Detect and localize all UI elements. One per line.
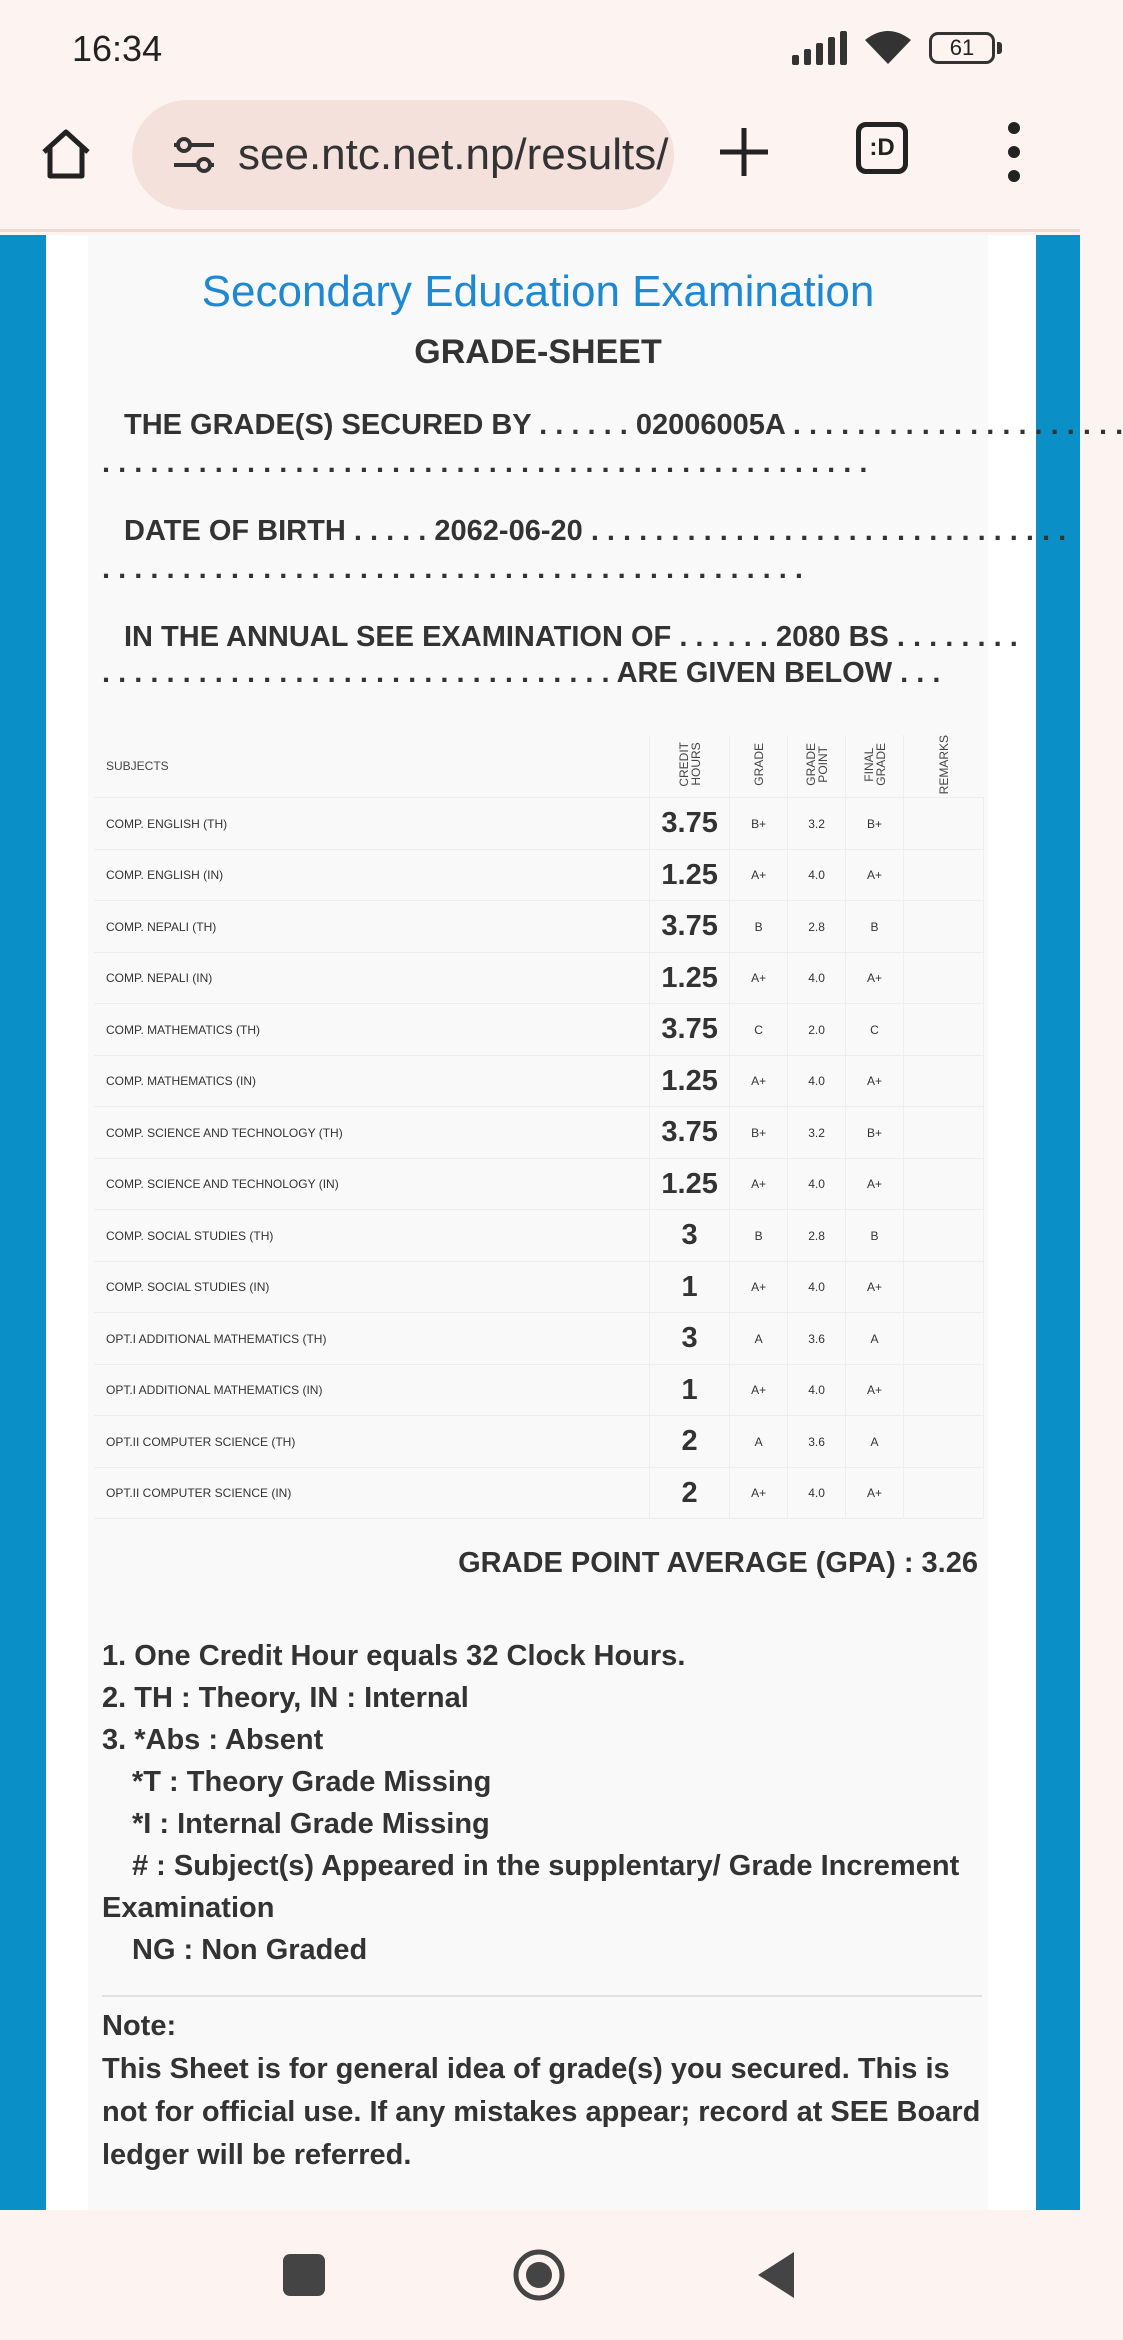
legend-item: *I : Internal Grade Missing bbox=[132, 1808, 490, 1840]
remarks-cell bbox=[904, 901, 984, 953]
grade-sheet bbox=[88, 235, 1123, 2210]
subject-cell: OPT.II COMPUTER SCIENCE (TH) bbox=[94, 1416, 650, 1468]
subject-cell: COMP. SCIENCE AND TECHNOLOGY (IN) bbox=[94, 1158, 650, 1210]
grade-cell: C bbox=[730, 1004, 788, 1056]
note-label: Note: bbox=[102, 2010, 177, 2042]
final-grade-cell: A+ bbox=[846, 1055, 904, 1107]
subject-cell: COMP. NEPALI (IN) bbox=[94, 952, 650, 1004]
credit-hours-cell: 3.75 bbox=[650, 1107, 730, 1159]
symbol-number: 02006005A bbox=[635, 409, 785, 441]
credit-hours-cell: 3 bbox=[650, 1313, 730, 1365]
exam-of-line: IN THE ANNUAL SEE EXAMINATION OF . . . . . . 2080 BS . . . . . . . . bbox=[124, 621, 1018, 653]
site-settings-icon[interactable] bbox=[172, 135, 216, 175]
remarks-cell bbox=[904, 1313, 984, 1365]
remarks-cell bbox=[904, 1467, 984, 1519]
remarks-cell bbox=[904, 1364, 984, 1416]
legend-item: 1. One Credit Hour equals 32 Clock Hours. bbox=[102, 1640, 686, 1672]
remarks-cell bbox=[904, 1416, 984, 1468]
note bbox=[102, 2005, 982, 2177]
signal-icon bbox=[792, 31, 847, 65]
grade-point-cell: 4.0 bbox=[788, 1158, 846, 1210]
dob-line: DATE OF BIRTH . . . . . 2062-06-20 . . . . . . . . . . . . . . . . . . . . . . . . . . . . . . bbox=[124, 515, 1067, 547]
subject-cell: COMP. SCIENCE AND TECHNOLOGY (TH) bbox=[94, 1107, 650, 1159]
dob-label: DATE OF BIRTH bbox=[124, 515, 346, 547]
remarks-cell bbox=[904, 1210, 984, 1262]
credit-hours-cell: 2 bbox=[650, 1416, 730, 1468]
table-row bbox=[94, 952, 984, 1004]
grade-point-cell: 2.8 bbox=[788, 901, 846, 953]
note-text: This Sheet is for general idea of grade(s) you secured. This is not for official use. If any mistakes appear; record at SEE Board ledger will be referred. bbox=[102, 2053, 981, 2171]
dots-line: . . . . . . . . . . . . . . . . . . . . . . . . . . . . . . . . . . . . . . . . . . . . bbox=[102, 553, 803, 585]
subject-cell: COMP. NEPALI (TH) bbox=[94, 901, 650, 953]
grade-point-cell: 4.0 bbox=[788, 1261, 846, 1313]
subject-cell: COMP. SOCIAL STUDIES (TH) bbox=[94, 1210, 650, 1262]
grade-point-cell: 2.8 bbox=[788, 1210, 846, 1262]
exam-year: 2080 BS bbox=[776, 621, 889, 653]
table-row bbox=[94, 1261, 984, 1313]
divider bbox=[102, 1995, 982, 1997]
status-bar bbox=[0, 0, 1080, 100]
page-container bbox=[46, 235, 1123, 2210]
subject-cell: COMP. ENGLISH (IN) bbox=[94, 849, 650, 901]
final-grade-cell: A+ bbox=[846, 952, 904, 1004]
final-grade-cell: B+ bbox=[846, 798, 904, 850]
legend-item: # : Subject(s) Appeared in the supplentary/ Grade Increment bbox=[132, 1850, 960, 1882]
grade-cell: A+ bbox=[730, 1261, 788, 1313]
battery-level: 61 bbox=[929, 32, 995, 64]
grade-point-cell: 3.2 bbox=[788, 798, 846, 850]
credit-hours-cell: 1 bbox=[650, 1364, 730, 1416]
grade-point-cell: 2.0 bbox=[788, 1004, 846, 1056]
credit-hours-cell: 3.75 bbox=[650, 1004, 730, 1056]
credit-hours-cell: 3 bbox=[650, 1210, 730, 1262]
table-row bbox=[94, 1364, 984, 1416]
remarks-cell bbox=[904, 952, 984, 1004]
grade-cell: B bbox=[730, 1210, 788, 1262]
grade-cell: A bbox=[730, 1416, 788, 1468]
back-triangle-icon[interactable] bbox=[756, 2250, 796, 2300]
credit-hours-cell: 2 bbox=[650, 1467, 730, 1519]
remarks-cell bbox=[904, 798, 984, 850]
grade-point-cell: 3.2 bbox=[788, 1107, 846, 1159]
grade-cell: A+ bbox=[730, 1158, 788, 1210]
secured-by-label: THE GRADE(S) SECURED BY bbox=[124, 409, 532, 441]
final-grade-cell: A+ bbox=[846, 1364, 904, 1416]
subject-cell: OPT.I ADDITIONAL MATHEMATICS (IN) bbox=[94, 1364, 650, 1416]
battery-icon bbox=[929, 32, 1002, 64]
gpa-line bbox=[458, 1547, 978, 1580]
header-subjects: SUBJECTS bbox=[94, 735, 650, 798]
table-row bbox=[94, 1416, 984, 1468]
grade-point-cell: 4.0 bbox=[788, 1364, 846, 1416]
table-row bbox=[94, 849, 984, 901]
grade-cell: B+ bbox=[730, 798, 788, 850]
navigation-bar bbox=[0, 2210, 1080, 2340]
grade-cell: A+ bbox=[730, 952, 788, 1004]
credit-hours-cell: 1 bbox=[650, 1261, 730, 1313]
final-grade-cell: A+ bbox=[846, 1467, 904, 1519]
legend-item: *T : Theory Grade Missing bbox=[132, 1766, 492, 1798]
header-final-grade: FINAL GRADE bbox=[861, 743, 888, 787]
gpa-label: GRADE POINT AVERAGE (GPA) : bbox=[458, 1547, 914, 1579]
final-grade-cell: C bbox=[846, 1004, 904, 1056]
exam-title: Secondary Education Examination bbox=[201, 267, 875, 316]
sheet-title: GRADE-SHEET bbox=[414, 333, 662, 371]
plus-icon[interactable] bbox=[716, 124, 772, 180]
given-below-line: . . . . . . . . . . . . . . . . . . . . . . . . . . . . . . . . ARE GIVEN BELOW . . . bbox=[102, 657, 941, 689]
subject-cell: COMP. SOCIAL STUDIES (IN) bbox=[94, 1261, 650, 1313]
final-grade-cell: B+ bbox=[846, 1107, 904, 1159]
remarks-cell bbox=[904, 1261, 984, 1313]
wifi-icon bbox=[863, 30, 913, 66]
url-text[interactable]: see.ntc.net.np/results/ bbox=[238, 130, 669, 179]
dots-line: . . . . . . . . . . . . . . . . . . . . . . . . . . . . . . . . . . . . . . . . . . . . . . . . bbox=[102, 447, 868, 479]
table-row bbox=[94, 798, 984, 850]
legend-item: NG : Non Graded bbox=[132, 1934, 368, 1966]
remarks-cell bbox=[904, 1107, 984, 1159]
more-vert-icon[interactable] bbox=[1004, 122, 1024, 182]
table-row bbox=[94, 1004, 984, 1056]
status-time: 16:34 bbox=[72, 28, 163, 69]
legend-item: 3. *Abs : Absent bbox=[102, 1724, 324, 1756]
table-row bbox=[94, 1107, 984, 1159]
grade-point-cell: 3.6 bbox=[788, 1416, 846, 1468]
credit-hours-cell: 3.75 bbox=[650, 798, 730, 850]
grade-cell: A+ bbox=[730, 1055, 788, 1107]
credit-hours-cell: 1.25 bbox=[650, 952, 730, 1004]
remarks-cell bbox=[904, 849, 984, 901]
grade-cell: A+ bbox=[730, 849, 788, 901]
exam-of-label: IN THE ANNUAL SEE EXAMINATION OF bbox=[124, 621, 672, 653]
remarks-cell bbox=[904, 1055, 984, 1107]
grade-cell: A bbox=[730, 1313, 788, 1365]
final-grade-cell: B bbox=[846, 901, 904, 953]
secured-by-line: THE GRADE(S) SECURED BY . . . . . . 02006005A . . . . . . . . . . . . . . . . . . . . . bbox=[124, 409, 1123, 441]
final-grade-cell: B bbox=[846, 1210, 904, 1262]
legend bbox=[102, 1635, 982, 1971]
subject-cell: COMP. MATHEMATICS (TH) bbox=[94, 1004, 650, 1056]
subject-cell: OPT.II COMPUTER SCIENCE (IN) bbox=[94, 1467, 650, 1519]
header-remarks: REMARKS bbox=[936, 735, 951, 795]
url-bar[interactable] bbox=[132, 100, 674, 210]
header-grade: GRADE bbox=[751, 743, 766, 787]
final-grade-cell: A+ bbox=[846, 1261, 904, 1313]
table-header-row bbox=[94, 735, 984, 798]
gpa-value: 3.26 bbox=[921, 1547, 978, 1579]
grade-point-cell: 4.0 bbox=[788, 849, 846, 901]
final-grade-cell: A+ bbox=[846, 1158, 904, 1210]
given-below-text: ARE GIVEN BELOW . . . bbox=[616, 657, 941, 689]
header-credit-hours: CREDIT HOURS bbox=[676, 742, 703, 787]
table-row bbox=[94, 901, 984, 953]
grade-point-cell: 3.6 bbox=[788, 1313, 846, 1365]
final-grade-cell: A+ bbox=[846, 849, 904, 901]
table-row bbox=[94, 1210, 984, 1262]
credit-hours-cell: 1.25 bbox=[650, 1055, 730, 1107]
table-row bbox=[94, 1158, 984, 1210]
grade-cell: A+ bbox=[730, 1364, 788, 1416]
table-row bbox=[94, 1467, 984, 1519]
grade-table bbox=[94, 735, 984, 1519]
dob-value: 2062-06-20 bbox=[434, 515, 583, 547]
grade-point-cell: 4.0 bbox=[788, 952, 846, 1004]
home-circle-icon[interactable] bbox=[512, 2248, 566, 2302]
table-row bbox=[94, 1055, 984, 1107]
tab-switcher-icon[interactable]: :D bbox=[856, 122, 908, 174]
grade-point-cell: 4.0 bbox=[788, 1467, 846, 1519]
home-icon[interactable] bbox=[36, 124, 96, 184]
credit-hours-cell: 1.25 bbox=[650, 849, 730, 901]
grade-cell: B+ bbox=[730, 1107, 788, 1159]
grade-cell: A+ bbox=[730, 1467, 788, 1519]
recents-square-icon[interactable] bbox=[283, 2254, 325, 2296]
remarks-cell bbox=[904, 1158, 984, 1210]
browser-toolbar bbox=[0, 100, 1080, 232]
grade-cell: B bbox=[730, 901, 788, 953]
final-grade-cell: A bbox=[846, 1416, 904, 1468]
web-page bbox=[0, 235, 1123, 2210]
legend-item: 2. TH : Theory, IN : Internal bbox=[102, 1682, 469, 1714]
legend-item: Examination bbox=[102, 1892, 275, 1924]
header-grade-point: GRADE POINT bbox=[803, 743, 830, 787]
status-icons bbox=[792, 30, 1002, 66]
subject-cell: COMP. MATHEMATICS (IN) bbox=[94, 1055, 650, 1107]
credit-hours-cell: 3.75 bbox=[650, 901, 730, 953]
final-grade-cell: A bbox=[846, 1313, 904, 1365]
credit-hours-cell: 1.25 bbox=[650, 1158, 730, 1210]
subject-cell: COMP. ENGLISH (TH) bbox=[94, 798, 650, 850]
table-row bbox=[94, 1313, 984, 1365]
grade-point-cell: 4.0 bbox=[788, 1055, 846, 1107]
subject-cell: OPT.I ADDITIONAL MATHEMATICS (TH) bbox=[94, 1313, 650, 1365]
remarks-cell bbox=[904, 1004, 984, 1056]
